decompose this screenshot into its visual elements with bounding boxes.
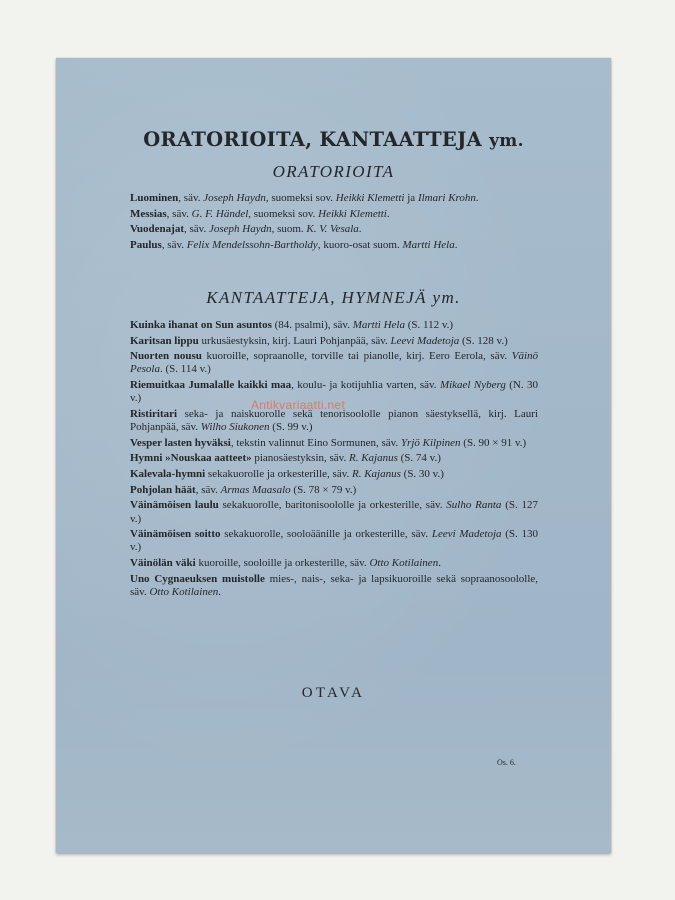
entry-title: Vuodenajat — [130, 223, 184, 236]
entry-text: (S. 112 v.) — [404, 319, 454, 331]
entry-text: urkusäestyksin, kirj. Lauri Pohjanpää, säv. — [198, 334, 391, 347]
entry-text: (S. 99 v.) — [269, 421, 313, 434]
entry-text: (N. 30 v.) — [130, 379, 538, 405]
entry-person: Otto Kotilainen — [369, 557, 439, 570]
entry-person: R. Kajanus — [352, 468, 401, 481]
entry-text: , säv. — [195, 483, 221, 496]
entry-text: . — [438, 557, 441, 570]
entry-title: Väinämöisen laulu — [130, 499, 219, 512]
list-item — [130, 223, 538, 236]
entry-text: seka- ja naiskuorolle sekä tenorisoololle pianon säestyksellä, kirj. Lauri Pohjanpää, säv. — [130, 407, 538, 434]
list-item — [130, 573, 538, 599]
entry-text: , säv. — [184, 223, 209, 236]
entry-person: R. Kajanus — [348, 452, 398, 465]
entry-person: Otto Kotilainen — [149, 585, 219, 598]
list-item — [130, 452, 538, 465]
entry-text: . — [475, 192, 479, 204]
entry-text: , tekstin valinnut Eino Sormunen, säv. — [230, 436, 401, 449]
list-item — [130, 239, 538, 252]
entry-text: . — [386, 207, 390, 220]
entry-text: kuoroille, sooloille ja orkesterille, säv. — [195, 557, 370, 570]
list-item — [130, 208, 538, 221]
entry-title: Ristiritari — [130, 407, 178, 420]
entry-person: Yrjö Kilpinen — [400, 436, 461, 449]
publisher-name: OTAVA — [301, 685, 366, 701]
entry-person: Heikki Klemetti — [335, 192, 405, 204]
entry-text: ja — [404, 192, 418, 204]
entry-title: Nuorten nousu — [130, 350, 202, 363]
entry-text: mies-, nais-, seka- ja lapsikuoroille sekä sopraanosoololle, säv. — [130, 572, 539, 598]
entry-person: Ilmari Krohn — [417, 192, 476, 204]
entry-text: , suomeksi sov. — [265, 192, 336, 204]
title-main: ORATORIOITA, KANTAATTEJA — [143, 128, 483, 151]
entry-text: (S. 130 v.) — [130, 528, 539, 554]
publication-code: Os. 6. — [497, 758, 516, 767]
entry-title: Uno Cygnaeuksen muistolle — [130, 572, 265, 585]
entry-text: pianosäestyksin, säv. — [251, 452, 349, 465]
entry-text: kuoroille, sopraanolle, torville tai pianolle, kirj. Eero Eerola, säv. — [201, 350, 512, 363]
entry-person: Martti Hela — [352, 319, 405, 331]
entry-text: (S. 30 v.) — [400, 468, 444, 481]
entry-person: Sulho Ranta — [446, 499, 502, 512]
entry-person: Wilho Siukonen — [200, 421, 270, 434]
list-item — [130, 319, 538, 332]
entry-person: Leevi Madetoja — [390, 334, 460, 347]
entry-text: , kuoro-osat suom. — [317, 239, 403, 252]
entry-person: Heikki Klemetti — [318, 207, 387, 220]
section-heading-kantaatteja: KANTAATTEJA, HYMNEJÄ ym. — [206, 288, 461, 307]
entry-title: Väinölän väki — [130, 557, 196, 570]
entry-text: sekakuorolle, sooloäänille ja orkesterille, säv. — [220, 528, 432, 541]
entry-title: Kalevala-hymni — [130, 468, 206, 481]
watermark-text: Antikvariaatti.net — [251, 398, 346, 412]
entry-person: Mikael Nyberg — [439, 379, 506, 392]
entry-title: Karitsan lippu — [130, 334, 199, 347]
entry-title: Väinämöisen soitto — [130, 528, 221, 541]
title-suffix: ym. — [489, 131, 524, 151]
list-item — [130, 499, 538, 525]
entry-text: sekakuorolle ja orkesterille, säv. — [205, 468, 352, 481]
entry-text: , säv. — [178, 192, 204, 204]
entry-list-oratorioita — [130, 192, 538, 255]
entry-text: (S. 90 × 91 v.) — [460, 436, 527, 449]
entry-person: Leevi Madetoja — [431, 528, 502, 541]
entry-text: , koulu- ja kotijuhlia varten, säv. — [291, 379, 440, 392]
entry-person: Väinö Pesola — [130, 350, 538, 376]
entry-title: Pohjolan häät — [130, 483, 196, 496]
entry-text: , säv. — [161, 239, 187, 252]
entry-text: (S. 78 × 79 v.) — [290, 483, 357, 496]
list-item — [130, 468, 538, 481]
entry-person: G. F. Händel — [191, 207, 249, 220]
entry-text: . (S. 114 v.) — [159, 363, 211, 376]
page-title — [56, 128, 611, 151]
list-item — [130, 437, 538, 450]
entry-title: Luominen — [130, 192, 179, 204]
list-item — [130, 350, 538, 376]
list-item — [130, 557, 538, 570]
list-item — [130, 528, 538, 554]
entry-text: sekakuorolle, baritonisoololle ja orkesterille, säv. — [218, 499, 447, 512]
entry-person: Armas Maasalo — [220, 483, 291, 496]
entry-person: Felix Mendelssohn-Bartholdy — [186, 239, 318, 252]
entry-title: Paulus — [130, 239, 162, 252]
entry-text: , suomeksi sov. — [248, 207, 319, 220]
entry-person: Joseph Haydn — [208, 223, 272, 236]
entry-text: (S. 128 v.) — [459, 334, 508, 347]
entry-person: K. V. Vesala — [306, 223, 359, 236]
entry-text: (S. 127 v.) — [130, 499, 539, 525]
entry-list-kantaatteja — [130, 319, 538, 602]
entry-text: (84. psalmi), säv. — [271, 319, 353, 331]
entry-title: Messias — [130, 207, 167, 220]
section-heading-oratorioita: ORATORIOITA — [272, 162, 395, 181]
entry-title: Riemuitkaa Jumalalle kaikki maa — [130, 379, 292, 392]
entry-text: (S. 74 v.) — [397, 452, 441, 465]
entry-text: , suom. — [271, 223, 307, 236]
entry-person: Martti Hela — [402, 239, 455, 252]
list-item — [130, 484, 538, 497]
entry-title: Kuinka ihanat on Sun asuntos — [130, 319, 272, 331]
entry-text: . — [454, 239, 458, 252]
entry-text: , säv. — [166, 207, 192, 220]
entry-text: . — [218, 585, 221, 598]
list-item — [130, 192, 538, 205]
entry-title: Vesper lasten hyväksi — [130, 436, 231, 449]
entry-title: Hymni »Nouskaa aatteet» — [130, 452, 252, 465]
entry-person: Joseph Haydn — [203, 192, 266, 204]
list-item — [130, 335, 538, 348]
entry-text: . — [358, 223, 362, 236]
booklet-back-cover — [56, 58, 611, 853]
